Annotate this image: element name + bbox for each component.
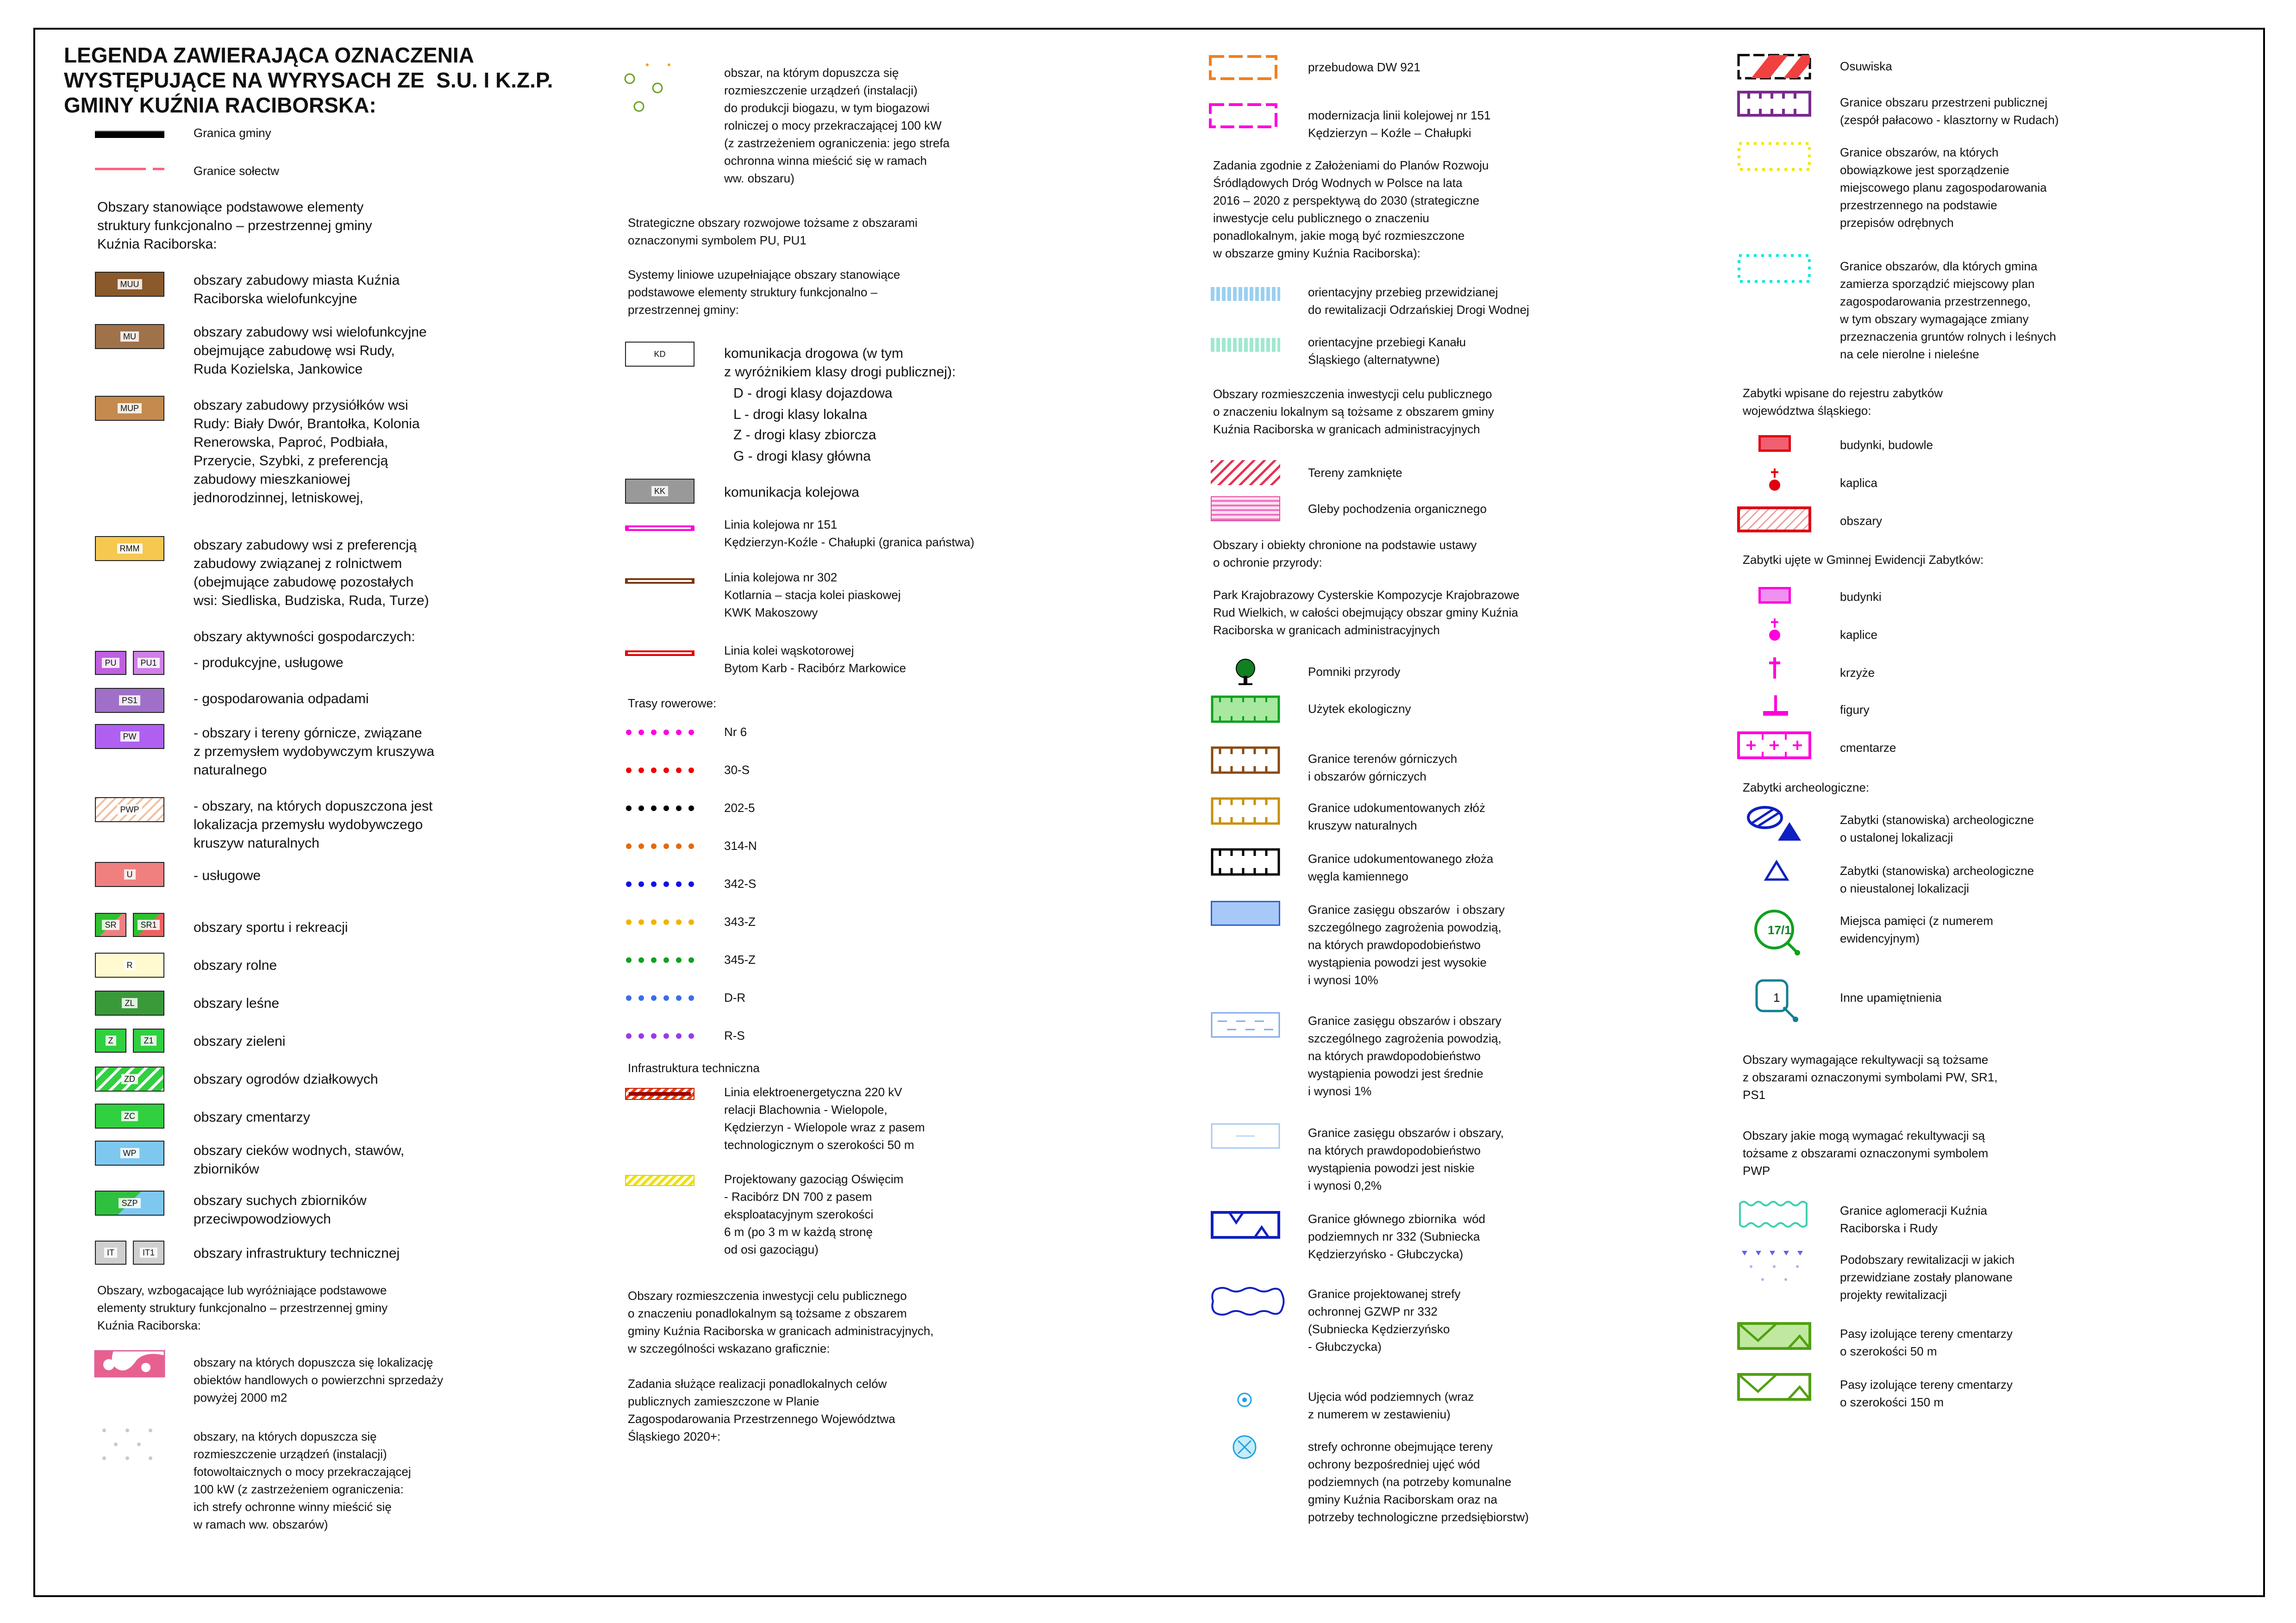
- aggregate-deposits-symbol: [1211, 797, 1280, 825]
- intended-plan-label: Granice obszarów, dla których gmina zamierza sporządzić miejscowy plan zagospodarowania przestrzennego, w tym obszary wymagające zmiany przeznaczenia gruntów rolnych i leśnych na cele nierolne i nieleśne: [1840, 259, 2056, 361]
- gzwp-symbol: [1211, 1211, 1280, 1239]
- bike-route-symbol: [625, 880, 694, 888]
- infrastructure-heading: Infrastruktura techniczna: [628, 1061, 760, 1075]
- kk-swatch: KK: [625, 479, 694, 504]
- register-chapel-icon: [1766, 468, 1783, 493]
- nature-monuments-label: Pomniki przyrody: [1308, 665, 1401, 679]
- dw921-label: przebudowa DW 921: [1308, 60, 1420, 74]
- register-monuments-heading: Zabytki wpisane do rejestru zabytków województwa śląskiego:: [1743, 386, 1943, 418]
- bike-route-symbol: [625, 918, 694, 926]
- revitalization-label: Podobszary rewitalizacji w jakich przewidziane zostały planowane projekty rewitalizacji: [1840, 1253, 2015, 1302]
- crosses-label: krzyże: [1840, 666, 1875, 680]
- r-swatch: R: [95, 953, 164, 978]
- odra-waterway-symbol: [1211, 287, 1280, 301]
- cemetery-buffer-150-symbol: [1737, 1373, 1811, 1401]
- mandatory-plan-label: Granice obszarów, na których obowiązkowe jest sporządzenie miejscowego planu zagospodarowania przestrzennego na podstawie przepisów odrębnych: [1840, 145, 2047, 230]
- gas-pipeline-label: Projektowany gazociąg Oświęcim - Racibórz DN 700 z pasem eksploatacyjnym szerokości 6 m (po 3 m w każdą stronę od osi gazociągu): [724, 1172, 904, 1256]
- municipal-boundary-label: Granica gminy: [194, 126, 271, 140]
- it-swatch: IT: [95, 1241, 126, 1265]
- rail-modernization-symbol: [1208, 103, 1278, 129]
- mu-swatch: MU: [95, 324, 164, 349]
- bike-route-symbol: [625, 729, 694, 736]
- agglomeration-label: Granice aglomeracji Kuźnia Raciborska i Rudy: [1840, 1204, 1987, 1235]
- bike-route-symbol: [625, 805, 694, 812]
- road-class-z: Z - drogi klasy zbiorcza: [733, 427, 876, 443]
- zc-label: obszary cmentarzy: [194, 1110, 310, 1125]
- protected-areas-heading: Obszary i obiekty chronione na podstawie ustawy o ochronie przyrody:: [1213, 538, 1477, 569]
- kd-swatch: KD: [625, 342, 694, 367]
- register-areas-label: obszary: [1840, 514, 1883, 528]
- reclamation-possible-text: Obszary jakie mogą wymagać rekultywacji są tożsame z obszarami oznaczonymi symbolem PWP: [1743, 1129, 1989, 1178]
- bike-route-label: 30-S: [724, 763, 750, 777]
- flood-1-label: Granice zasięgu obszarów i obszary szczególnego zagrożenia powodzią, na których prawdopodobieństwo wystąpienia powodzi jest średnie i wynosi 1%: [1308, 1014, 1501, 1098]
- supralocal-tasks-text: Zadania służące realizacji ponadlokalnych celów publicznych zamieszczone w Planie Zagospodarowania Przestrzennego Województwa Śląskiego 2020+:: [628, 1377, 895, 1443]
- bike-route-symbol: [625, 1032, 694, 1040]
- sr-swatch: SR: [95, 913, 126, 937]
- intended-plan-symbol: [1737, 254, 1811, 283]
- gzwp-buffer-symbol: [1211, 1286, 1285, 1317]
- linear-systems-heading: Systemy liniowe uzupełniające obszary stanowiące podstawowe elementy struktury funkcjonalno – przestrzennej gminy:: [628, 268, 901, 317]
- zd-label: obszary ogrodów działkowych: [194, 1072, 378, 1087]
- organic-soils-symbol: [1211, 496, 1280, 521]
- reclamation-required-text: Obszary wymagające rekultywacji są tożsame z obszarami oznaczonymi symbolami PW, SR1, PS1: [1743, 1053, 1998, 1102]
- cemeteries-label: cmentarze: [1840, 741, 1896, 755]
- bike-route-label: 314-N: [724, 839, 757, 853]
- power-line-symbol: [625, 1088, 694, 1100]
- gez-chapel-label: kaplice: [1840, 628, 1877, 642]
- memorial-site-number: 17/1: [1768, 923, 1791, 937]
- supralocal-investments-text: Obszary rozmieszczenia inwestycji celu publicznego o znaczeniu ponadlokalnym są tożsame z obszarem gminy Kuźnia Raciborska w granicach administracyjnych, w szczególności wskazano graficznie:: [628, 1289, 934, 1355]
- rmm-swatch: RMM: [95, 536, 164, 561]
- pwp-swatch: PWP: [95, 797, 164, 822]
- bike-route-label: 343-Z: [724, 915, 756, 929]
- flood-10-symbol: [1211, 901, 1280, 926]
- dw921-symbol: [1208, 55, 1278, 81]
- municipal-register-heading: Zabytki ujęte w Gminnej Ewidencji Zabytków:: [1743, 553, 1984, 567]
- zd-swatch: ZD: [95, 1067, 164, 1092]
- closed-areas-label: Tereny zamknięte: [1308, 466, 1402, 480]
- biogas-area-label: obszar, na którym dopuszcza się rozmieszczenie urządzeń (instalacji) do produkcji biogazu, w tym biogazowi rolniczej o mocy przekraczającej 100 kW (z zastrzeżeniem ograniczenia: jego strefa ochronna winna mieścić się w ramach ww. obszaru): [724, 66, 950, 185]
- groundwater-intake-icon: [1235, 1391, 1254, 1409]
- village-boundary-label: Granice sołectw: [194, 164, 279, 178]
- ps1-swatch: PS1: [95, 688, 164, 713]
- bike-route-symbol: [625, 767, 694, 774]
- mup-label: obszary zabudowy przysiółków wsi Rudy: Biały Dwór, Brantołka, Kolonia Renerowska, Paproć, Podbiała, Przerycie, Szybki, z preferencją zabudowy mieszkaniowej jednorodzinnej, letniskowej,: [194, 398, 420, 506]
- bike-route-label: D-R: [724, 991, 746, 1005]
- photovoltaic-area-label: obszary, na których dopuszcza się rozmieszczenie urządzeń (instalacji) fotowoltaicznych o mocy przekraczającej 100 kW (z zastrzeżeniem ograniczenia: ich strefy ochronne winny mieścić się w ramach ww. obszarów): [194, 1429, 411, 1531]
- muu-swatch: MUU: [95, 272, 164, 297]
- cemetery-buffer-50-symbol: [1737, 1322, 1811, 1350]
- agglomeration-symbol: [1737, 1199, 1811, 1230]
- rail-label: komunikacja kolejowa: [724, 485, 859, 500]
- bike-route-label: Nr 6: [724, 725, 747, 739]
- wp-swatch: WP: [95, 1141, 164, 1166]
- register-buildings-symbol: [1758, 435, 1791, 452]
- memorial-site-label: Miejsca pamięci (z numerem ewidencyjnym): [1840, 914, 1993, 945]
- coal-deposit-label: Granice udokumentowanego złoża węgla kamiennego: [1308, 852, 1494, 883]
- power-line-label: Linia elektroenergetyczna 220 kV relacji Blachownia - Wielopole, Kędzierzyn - Wielopole wraz z pasem technologicznym o szerokości 50 m: [724, 1085, 925, 1152]
- bike-route-label: R-S: [724, 1029, 745, 1042]
- rail-modernization-label: modernizacja linii kolejowej nr 151 Kędzierzyn – Koźle – Chałupki: [1308, 108, 1491, 140]
- narrow-gauge-symbol: [625, 650, 694, 656]
- silesian-canal-label: orientacyjne przebiegi Kanału Śląskiego (alternatywne): [1308, 335, 1466, 367]
- gez-chapel-icon: [1766, 618, 1783, 643]
- szp-label: obszary suchych zbiorników przeciwpowodziowych: [194, 1193, 367, 1227]
- groundwater-intake-label: Ujęcia wód podziemnych (wraz z numerem w zestawieniu): [1308, 1390, 1474, 1421]
- biogas-area-symbol: [611, 56, 681, 116]
- gzwp-label: Granice głównego zbiornika wód podziemnych nr 332 (Subniecka Kędzierzyńsko - Głubczycka): [1308, 1212, 1485, 1261]
- mining-areas-symbol: [1211, 746, 1280, 774]
- flood-02-symbol: [1211, 1123, 1280, 1149]
- revitalization-symbol: [1737, 1248, 1811, 1285]
- legend-title-line-1: LEGENDA ZAWIERAJĄCA OZNACZENIA: [64, 43, 474, 67]
- odra-waterway-label: orientacyjny przebieg przewidzianej do rewitalizacji Odrzańskiej Drogi Wodnej: [1308, 285, 1529, 317]
- flood-02-label: Granice zasięgu obszarów i obszary, na których prawdopodobieństwo wystąpienia powodzi jest niskie i wynosi 0,2%: [1308, 1126, 1504, 1192]
- rail-302-symbol: [625, 578, 694, 584]
- ecological-site-symbol: [1211, 695, 1280, 723]
- closed-areas-symbol: [1211, 460, 1280, 485]
- village-boundary-symbol: [95, 164, 164, 174]
- mining-areas-label: Granice terenów górniczych i obszarów górniczych: [1308, 752, 1458, 783]
- aggregate-deposits-label: Granice udokumentowanych złóż kruszyw naturalnych: [1308, 801, 1485, 832]
- cemetery-buffer-50-label: Pasy izolujące tereny cmentarzy o szerokości 50 m: [1840, 1327, 2013, 1358]
- archaeology-unlocated-label: Zabytki (stanowiska) archeologiczne o nieustalonej lokalizacji: [1840, 864, 2034, 895]
- wp-label: obszary cieków wodnych, stawów, zbiorników: [194, 1143, 405, 1177]
- cemetery-symbol: [1737, 731, 1811, 759]
- public-space-label: Granice obszaru przestrzeni publicznej (zespół pałacowo - klasztorny w Rudach): [1840, 95, 2059, 127]
- cemetery-buffer-150-label: Pasy izolujące tereny cmentarzy o szerokości 150 m: [1840, 1378, 2013, 1409]
- enriching-areas-heading: Obszary, wzbogacające lub wyróżniające podstawowe elementy struktury funkcjonalno – przestrzennej gminy Kuźnia Raciborska:: [97, 1283, 388, 1332]
- z1-swatch: Z1: [133, 1029, 164, 1053]
- landslides-label: Osuwiska: [1840, 59, 1892, 73]
- landslides-symbol: [1737, 54, 1811, 80]
- coal-deposit-symbol: [1211, 848, 1280, 876]
- bike-route-symbol: [625, 843, 694, 850]
- it1-swatch: IT1: [133, 1241, 164, 1265]
- pw-swatch: PW: [95, 724, 164, 749]
- retail-area-symbol: [95, 1351, 164, 1377]
- rail-151-symbol: [625, 525, 694, 531]
- bike-route-label: 342-S: [724, 877, 757, 891]
- bike-route-symbol: [625, 994, 694, 1002]
- rmm-label: obszary zabudowy wsi z preferencją zabudowy związanej z rolnictwem (obejmujące zabudowę pozostałych wsi: Siedliska, Budziska, Ruda, Turze): [194, 537, 429, 608]
- figures-label: figury: [1840, 703, 1870, 717]
- register-areas-symbol: [1737, 506, 1811, 532]
- gzwp-buffer-label: Granice projektowanej strefy ochronnej GZWP nr 332 (Subniecka Kędzierzyńsko - Głubczycka): [1308, 1287, 1461, 1354]
- cross-icon: [1766, 656, 1783, 680]
- muu-label: obszary zabudowy miasta Kuźnia Raciborska wielofunkcyjne: [194, 273, 400, 306]
- public-space-symbol: [1737, 91, 1811, 117]
- narrow-gauge-label: Linia kolei wąskotorowej Bytom Karb - Racibórz Markowice: [724, 643, 906, 675]
- zc-swatch: ZC: [95, 1104, 164, 1129]
- municipal-boundary-symbol: [95, 131, 164, 138]
- archaeology-unlocated-icon: [1764, 860, 1789, 881]
- basic-areas-heading: Obszary stanowiące podstawowe elementy struktury funkcjonalno – przestrzennej gminy Kuźnia Raciborska:: [97, 200, 372, 252]
- road-label: komunikacja drogowa (w tym z wyróżnikiem klasy drogi publicznej):: [724, 346, 956, 380]
- legend-title-line-2: WYSTĘPUJĄCE NA WYRYSACH ZE S.U. I K.Z.P.: [64, 68, 553, 92]
- szp-swatch: SZP: [95, 1191, 164, 1216]
- bike-route-label: 202-5: [724, 801, 755, 815]
- u-swatch: U: [95, 862, 164, 887]
- flood-1-symbol: [1211, 1012, 1280, 1038]
- road-class-g: G - drogi klasy główna: [733, 449, 871, 464]
- organic-soils-label: Gleby pochodzenia organicznego: [1308, 502, 1487, 516]
- zl-swatch: ZL: [95, 991, 164, 1016]
- bike-route-symbol: [625, 956, 694, 964]
- archaeology-located-label: Zabytki (stanowiska) archeologiczne o ustalonej lokalizacji: [1840, 813, 2034, 844]
- pu-label: - produkcyjne, usługowe: [194, 655, 344, 670]
- photovoltaic-area-symbol: [95, 1426, 164, 1463]
- other-memorial-number: 1: [1773, 991, 1780, 1005]
- landscape-park-text: Park Krajobrazowy Cysterskie Kompozycje Krajobrazowe Rud Wielkich, w całości obejmujący obszar gminy Kuźnia Raciborska w granicach administracyjnych: [1213, 588, 1520, 637]
- z-label: obszary zieleni: [194, 1034, 286, 1049]
- mu-label: obszary zabudowy wsi wielofunkcyjne obejmujące zabudowę wsi Rudy, Ruda Kozielska, Jankowice: [194, 325, 427, 377]
- rail-302-label: Linia kolejowa nr 302 Kotlarnia – stacja kolei piaskowej KWK Makoszowy: [724, 570, 901, 619]
- rail-151-label: Linia kolejowa nr 151 Kędzierzyn-Koźle - Chałupki (granica państwa): [724, 518, 975, 549]
- ecological-site-label: Użytek ekologiczny: [1308, 702, 1411, 716]
- legend-title-line-3: GMINY KUŹNIA RACIBORSKA:: [64, 93, 376, 117]
- strategic-areas-text: Strategiczne obszary rozwojowe tożsame z obszarami oznaczonymi symbolem PU, PU1: [628, 216, 918, 247]
- gas-pipeline-symbol: [625, 1175, 694, 1186]
- sr-label: obszary sportu i rekreacji: [194, 920, 348, 935]
- retail-area-label: obszary na których dopuszcza się lokalizację obiektów handlowych o powierzchni sprzedaży powyżej 2000 m2: [194, 1355, 444, 1405]
- mandatory-plan-symbol: [1737, 142, 1811, 171]
- other-memorial-label: Inne upamiętnienia: [1840, 991, 1942, 1005]
- flood-10-label: Granice zasięgu obszarów i obszary szczególnego zagrożenia powodzią, na których prawdopodobieństwo wystąpienia powodzi jest wysokie i wynosi 10%: [1308, 903, 1505, 987]
- economic-areas-heading: obszary aktywności gospodarczych:: [194, 629, 415, 644]
- intake-protection-label: strefy ochronne obejmujące tereny ochrony bezpośredniej ujęć wód podziemnych (na potrzeby komunalne gminy Kuźnia Raciborskam oraz na potrzeby technologiczne przedsiębiorstw): [1308, 1440, 1529, 1524]
- pu1-swatch: PU1: [133, 651, 164, 675]
- silesian-canal-symbol: [1211, 338, 1280, 352]
- figure-icon: [1759, 694, 1792, 718]
- local-investments-text: Obszary rozmieszczenia inwestycji celu publicznego o znaczeniu lokalnym są tożsame z obszarem gminy Kuźnia Raciborska w granicach administracyjnych: [1213, 387, 1494, 436]
- road-class-d: D - drogi klasy dojazdowa: [733, 386, 893, 401]
- road-class-l: L - drogi klasy lokalna: [733, 407, 868, 422]
- waterways-heading: Zadania zgodnie z Założeniami do Planów Rozwoju Śródlądowych Dróg Wodnych w Polsce na lata 2016 – 2020 z perspektywą do 2030 (strategiczne inwestycje celu publicznego o znaczeniu ponadlokalnym, jakie mogą być rozmieszczone w obszarze gminy Kuźnia Raciborska):: [1213, 158, 1489, 260]
- register-chapel-label: kaplica: [1840, 476, 1877, 490]
- archaeology-located-icon: [1745, 805, 1806, 843]
- archaeology-heading: Zabytki archeologiczne:: [1743, 780, 1870, 794]
- tree-icon: [1234, 658, 1257, 686]
- mup-swatch: MUP: [95, 396, 164, 421]
- gez-buildings-label: budynki: [1840, 590, 1882, 604]
- r-label: obszary rolne: [194, 958, 277, 973]
- register-buildings-label: budynki, budowle: [1840, 438, 1933, 452]
- intake-protection-icon: [1232, 1434, 1257, 1460]
- z-swatch: Z: [95, 1029, 126, 1053]
- pu-swatch: PU: [95, 651, 126, 675]
- it-label: obszary infrastruktury technicznej: [194, 1246, 400, 1261]
- sr1-swatch: SR1: [133, 913, 164, 937]
- gez-buildings-symbol: [1758, 587, 1791, 604]
- bike-route-label: 345-Z: [724, 953, 756, 967]
- u-label: - usługowe: [194, 868, 261, 883]
- bike-routes-heading: Trasy rowerowe:: [628, 696, 717, 710]
- pw-label: - obszary i tereny górnicze, związane z przemysłem wydobywczym kruszywa naturalnego: [194, 725, 435, 778]
- pwp-label: - obszary, na których dopuszczona jest lokalizacja przemysłu wydobywczego kruszyw naturalnych: [194, 799, 433, 851]
- zl-label: obszary leśne: [194, 996, 280, 1011]
- ps1-label: - gospodarowania odpadami: [194, 691, 369, 706]
